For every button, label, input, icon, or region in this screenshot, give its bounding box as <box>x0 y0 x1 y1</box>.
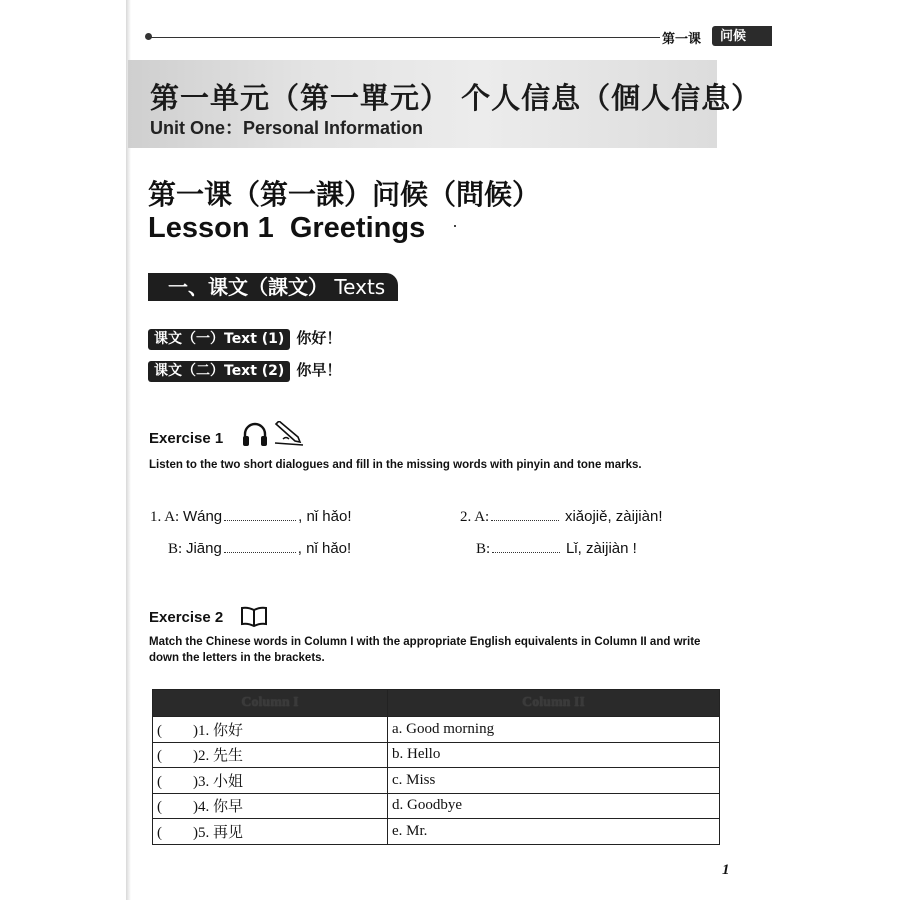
table-cell-english: e. Mr. <box>388 819 720 845</box>
answer-blank[interactable] <box>224 508 296 521</box>
answer-bracket[interactable]: ( <box>157 722 162 739</box>
table-row <box>153 717 720 743</box>
speaker-a: A: <box>164 509 180 525</box>
text-item-1 <box>148 327 341 347</box>
answer-bracket[interactable]: ( <box>157 824 162 841</box>
answer-bracket[interactable]: ( <box>157 799 162 816</box>
answer-bracket[interactable]: ( <box>157 748 162 765</box>
matching-table <box>152 689 720 845</box>
answer-blank[interactable] <box>491 508 559 521</box>
speaker-a: A: <box>474 509 490 525</box>
exercise-1-title: Exercise 1 <box>149 430 224 447</box>
table-cell-chinese: ( )4. 你早 <box>153 793 388 819</box>
section-label-english: Texts <box>334 275 386 299</box>
text-tag: 课文（二）Text (2) <box>148 361 290 382</box>
section-label-chinese: 一、课文（課文） <box>168 275 328 299</box>
exercise-1-instruction: Listen to the two short dialogues and fill in the missing words with pinyin and tone marks. <box>149 459 642 471</box>
exercise-2-instruction: Match the Chinese words in Column I with the appropriate English equivalents in Column II and write down the letters in the brackets. <box>149 636 701 664</box>
dialogue-1-line-a <box>150 508 352 526</box>
prompt-tail: , nǐ hǎo! <box>297 540 352 557</box>
table-cell-english: a. Good morning <box>388 717 720 743</box>
speaker-b: B: <box>168 541 183 557</box>
table-header-row <box>153 690 720 717</box>
open-book-icon <box>240 606 268 628</box>
text-tag: 课文（一）Text (1) <box>148 329 290 350</box>
header-topic-tab: 问候 <box>712 26 772 46</box>
text-title: 你早！ <box>296 361 342 379</box>
unit-title-chinese: 第一单元（第一單元） 个人信息（個人信息） <box>150 81 762 115</box>
table-cell-chinese: ( )2. 先生 <box>153 742 388 768</box>
print-speck <box>454 225 456 227</box>
table-row <box>153 768 720 794</box>
lesson-title-chinese: 第一课（第一課）问候（問候） <box>148 178 541 211</box>
dialogue-number: 2. <box>460 509 472 525</box>
table-row <box>153 793 720 819</box>
table-cell-chinese: ( )1. 你好 <box>153 717 388 743</box>
prompt-tail: Lǐ, zàijiàn ! <box>565 540 637 557</box>
prompt-word: Wáng <box>182 508 223 525</box>
table-cell-english: b. Hello <box>388 742 720 768</box>
dialogue-2-line-a <box>460 508 663 526</box>
prompt-word: Jiāng <box>185 540 222 557</box>
text-item-2 <box>148 359 341 379</box>
table-cell-english: d. Goodbye <box>388 793 720 819</box>
column-header: Column II <box>388 690 720 717</box>
lesson-title-english: Lesson 1 Greetings <box>148 212 426 244</box>
table-row <box>153 819 720 845</box>
exercise-2-title: Exercise 2 <box>149 609 224 626</box>
unit-title-english: Unit One：Personal Information <box>150 118 424 138</box>
prompt-tail: , nǐ hǎo! <box>298 508 352 525</box>
dialogue-2-line-b <box>476 540 637 558</box>
table-cell-english: c. Miss <box>388 768 720 794</box>
page-number: 1 <box>722 862 730 878</box>
answer-blank[interactable] <box>492 540 560 553</box>
table-cell-chinese: ( )5. 再见 <box>153 819 388 845</box>
speaker-b: B: <box>476 541 491 557</box>
headphones-icon <box>241 421 269 449</box>
header-rule <box>150 37 660 38</box>
table-row <box>153 742 720 768</box>
header-lesson-label: 第一课 <box>662 31 702 46</box>
dialogue-1-line-b <box>168 540 351 558</box>
pen-writing-icon <box>273 421 305 447</box>
column-header: Column I <box>153 690 388 717</box>
prompt-tail: xiǎojiě, zàijiàn! <box>564 508 663 525</box>
answer-bracket[interactable]: ( <box>157 773 162 790</box>
answer-blank[interactable] <box>224 540 296 553</box>
dialogue-number: 1. <box>150 509 162 525</box>
table-cell-chinese: ( )3. 小姐 <box>153 768 388 794</box>
section-header-texts <box>148 273 398 301</box>
text-title: 你好！ <box>296 329 342 347</box>
